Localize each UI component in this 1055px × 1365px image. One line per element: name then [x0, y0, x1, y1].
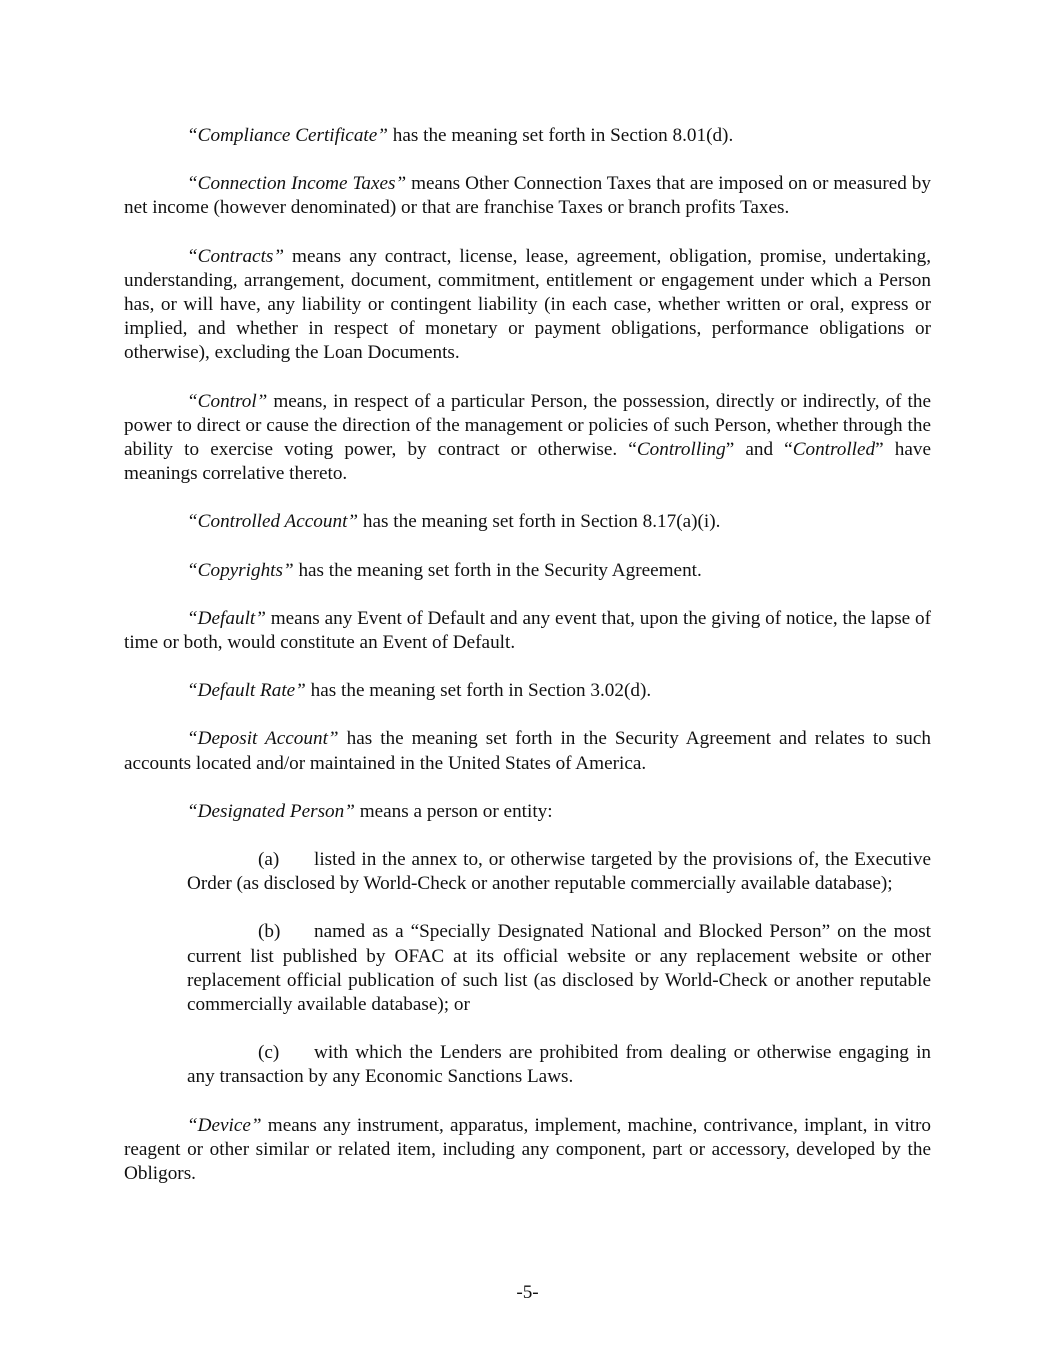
clause-text: listed in the annex to, or otherwise targeted by the provisions of, the Executive Order (as disclosed by World-Check or another reputable commercially available database);	[187, 849, 931, 895]
definition-contracts	[124, 245, 931, 366]
defined-term: “Compliance Certificate”	[187, 125, 388, 146]
definition-text: ” have meanings correlative thereto.	[124, 439, 931, 485]
definition-controlled-account	[124, 510, 931, 534]
clause-text: with which the Lenders are prohibited from dealing or otherwise engaging in any transaction by any Economic Sanctions Laws.	[187, 1042, 931, 1088]
defined-term: “Controlled Account”	[187, 511, 359, 533]
definition-text: means a person or entity:	[354, 800, 553, 822]
definition-text: means any Event of Default and any event that, upon the giving of notice, the lapse of time or both, would constitute an Event of Default.	[124, 607, 931, 654]
clause-a	[187, 848, 931, 896]
definition-text: means Other Connection Taxes that are imposed on or measured by net income (however denominated) or that are franchise Taxes or branch profits Taxes.	[124, 173, 931, 219]
clause-text: named as a “Specially Designated National and Blocked Person” on the most current list published by OFAC at its official website or any replacement website or other replacement official publication of such list (as disclosed by World-Check or another reputable commercially available database); or	[187, 921, 931, 1016]
definition-text: has the meaning set forth in Section 3.02(d).	[305, 680, 652, 702]
defined-term: “Copyrights”	[187, 559, 294, 581]
defined-term: “Contracts”	[187, 245, 285, 267]
defined-term: “Default Rate”	[187, 680, 306, 702]
definition-default	[124, 607, 931, 655]
definition-compliance-certificate	[124, 124, 931, 148]
definition-text: means any contract, license, lease, agreement, obligation, promise, undertaking, understanding, arrangement, document, commitment, entitlement or engagement under which a Person has, or will have, any liability or contingent liability (in each case, whether written or oral, express or implied, and whether in respect of monetary or payment obligations, performance obligations or otherwise), excluding the Loan Documents.	[124, 245, 931, 364]
clause-label: (b)	[258, 921, 281, 943]
defined-term-controlled: Controlled	[792, 439, 876, 461]
clause-c	[187, 1041, 931, 1089]
definition-control	[124, 390, 931, 487]
defined-term: “Device”	[187, 1114, 262, 1136]
defined-term-controlling: Controlling	[636, 439, 726, 461]
definition-text: has the meaning set forth in the Security Agreement and relates to such accounts located and/or maintained in the United States of America.	[124, 728, 931, 774]
definition-text: has the meaning set forth in Section 8.17(a)(i).	[358, 511, 721, 533]
definition-text: has the meaning set forth in the Security Agreement.	[293, 559, 702, 581]
defined-term: “Connection Income Taxes”	[187, 173, 407, 195]
definition-designated-person	[124, 800, 931, 824]
defined-term: “Default”	[187, 607, 266, 629]
page-number: -5-	[516, 1282, 539, 1303]
definition-deposit-account	[124, 727, 931, 775]
document-page	[124, 124, 931, 1186]
definition-text: has the meaning set forth in Section 8.01(d).	[387, 125, 734, 146]
clause-label: (a)	[258, 849, 280, 871]
definition-text: ” and “	[725, 439, 793, 461]
definition-text: means, in respect of a particular Person, the possession, directly or indirectly, of the power to direct or cause the direction of the management or policies of such Person, whether through the ability to exercise voting power, by contract or otherwise. “	[124, 390, 931, 461]
defined-term: “Control”	[187, 390, 268, 412]
definition-default-rate	[124, 679, 931, 703]
definition-copyrights	[124, 559, 931, 583]
definition-text: means any instrument, apparatus, implement, machine, contrivance, implant, in vitro reagent or other similar or related item, including any component, part or accessory, developed by the Obligors.	[124, 1114, 931, 1185]
definition-connection-income-taxes	[124, 172, 931, 220]
defined-term: “Designated Person”	[187, 800, 355, 822]
defined-term: “Deposit Account”	[187, 728, 339, 750]
clause-label: (c)	[258, 1042, 280, 1064]
clause-b	[187, 920, 931, 1017]
definition-device	[124, 1114, 931, 1187]
